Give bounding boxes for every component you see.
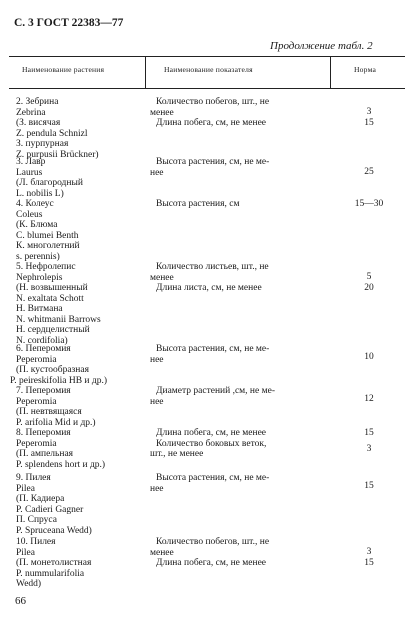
indicator-line: шт., не менее — [150, 449, 204, 459]
indicator-line: Высота растения, см — [156, 199, 240, 209]
indicator-line: Высота растения, см, не ме- — [156, 473, 270, 483]
plant-line: (П. монетолистная — [16, 558, 92, 568]
table-row-plant — [10, 428, 145, 470]
column-header-plant: Наименование растения — [22, 65, 105, 74]
plant-line: (К. Блюма — [16, 220, 58, 230]
plant-line: (П. невтвящаяся — [16, 407, 82, 417]
table-top-rule — [9, 56, 405, 57]
norm-value: 3 — [366, 443, 372, 454]
plant-line: Laurus — [16, 167, 43, 178]
plant-line: 2. Зебрина — [16, 97, 59, 107]
plant-line: N. exaltata Schott — [16, 293, 84, 304]
document-header: С. 3 ГОСТ 22383—77 — [14, 17, 124, 29]
table-row-norm — [340, 547, 398, 568]
table-row-plant — [10, 97, 145, 160]
plant-line: Coleus — [16, 209, 43, 220]
plant-line: (П. ампельная — [16, 449, 74, 459]
plant-line: Z. purpusii Brückner) — [16, 149, 99, 160]
table-row-plant — [10, 473, 145, 536]
indicator-line: Высота растения, см, не ме- — [156, 157, 270, 167]
norm-value: 25 — [364, 167, 374, 177]
plant-line: N. cordifolia) — [16, 335, 68, 346]
plant-line: З. пурпурная — [16, 139, 69, 149]
column-divider — [145, 56, 146, 88]
table-row-norm — [340, 428, 398, 454]
plant-line: (П. кустообразная — [16, 365, 89, 375]
plant-line: P. Spruceana Wedd) — [16, 525, 92, 536]
table-row-norm — [340, 352, 398, 363]
norm-value: 10 — [364, 352, 374, 362]
plant-line: P. splendens hort и др.) — [16, 459, 106, 470]
indicator-line: Длина побега, см, не менее — [156, 118, 267, 128]
norm-value: 20 — [364, 282, 374, 293]
plant-line: Peperomia — [16, 438, 57, 449]
plant-line: Pilea — [16, 547, 35, 558]
table-row-norm — [340, 394, 398, 405]
norm-value: 15 — [364, 428, 374, 438]
indicator-line: Количество боковых веток, — [156, 438, 267, 449]
plant-line: 8. Пеперомия — [16, 428, 71, 438]
plant-line: Wedd) — [16, 579, 42, 589]
plant-line: К. многолетний — [16, 241, 80, 251]
norm-value: 15—30 — [354, 199, 384, 209]
norm-value: 3 — [366, 547, 372, 557]
plant-line: P. Cadieri Gagner — [16, 504, 84, 515]
table-header-rule — [9, 88, 405, 89]
indicator-line: менее — [150, 107, 174, 118]
indicator-line: менее — [150, 272, 174, 283]
plant-line: Nephrolepis — [16, 272, 63, 283]
plant-line: Н. сердцелистный — [16, 325, 90, 335]
plant-line: s. perennis) — [16, 251, 60, 262]
table-row-indicator — [150, 199, 240, 210]
plant-line: C. blumei Benth — [16, 230, 79, 241]
indicator-line: менее — [150, 547, 174, 558]
plant-line: (Л. благородный — [16, 178, 83, 188]
table-row-indicator — [150, 386, 275, 407]
plant-line: Zebrina — [16, 107, 46, 118]
plant-line: 10. Пилея — [16, 537, 56, 547]
plant-line: (Н. возвышенный — [16, 283, 88, 293]
plant-line: (З. висячая — [16, 118, 61, 128]
plant-line: 9. Пилея — [16, 473, 51, 483]
table-row-plant — [10, 262, 145, 346]
plant-line: Peperomia — [16, 396, 57, 407]
norm-value: 15 — [364, 481, 374, 491]
plant-line: 4. Колеус — [16, 199, 54, 209]
table-row-norm — [340, 272, 398, 293]
indicator-line: Количество листьев, шт., не — [156, 262, 269, 272]
plant-line: 5. Нефролепис — [16, 262, 76, 272]
indicator-line: Диаметр растений ,см, не ме- — [156, 386, 276, 396]
table-row-indicator — [150, 97, 269, 129]
indicator-line: Высота растения, см, не ме- — [156, 344, 270, 354]
table-row-indicator — [150, 428, 266, 460]
indicator-line: Количество побегов, шт., не — [156, 97, 270, 107]
indicator-line: Длина листа, см, не менее — [156, 283, 262, 293]
norm-value: 5 — [366, 272, 372, 282]
norm-value: 3 — [366, 107, 372, 117]
plant-line: 7. Пеперомия — [16, 386, 71, 396]
indicator-line: нее — [150, 396, 164, 407]
plant-line: Н. Витмана — [16, 304, 63, 314]
plant-line: Pilea — [16, 483, 35, 494]
table-row-plant — [10, 344, 145, 386]
table-row-indicator — [150, 262, 269, 294]
table-row-plant — [10, 537, 145, 590]
plant-line: N. whitmanii Barrows — [16, 314, 101, 325]
norm-value: 15 — [364, 117, 374, 128]
plant-line: 6. Пеперомия — [16, 344, 71, 354]
table-row-norm — [340, 107, 398, 128]
plant-line: Z. pendula Schnizl — [16, 128, 88, 139]
plant-line: L. nobilis L) — [16, 188, 64, 199]
indicator-line: Длина побега, см, не менее — [156, 558, 267, 568]
table-row-norm — [340, 167, 398, 178]
norm-value: 15 — [364, 557, 374, 568]
plant-line: (П. Кадиера — [16, 494, 65, 504]
plant-line: P. nummularifolia — [16, 568, 85, 579]
table-row-indicator — [150, 537, 269, 569]
table-row-norm — [340, 199, 398, 210]
table-row-plant — [10, 199, 145, 262]
indicator-line: нее — [150, 354, 164, 365]
table-row-norm — [340, 481, 398, 492]
column-divider — [330, 56, 331, 88]
column-header-norm: Норма — [354, 65, 377, 74]
indicator-line: Длина побега, см, не менее — [156, 428, 267, 438]
indicator-line: Количество побегов, шт., не — [156, 537, 270, 547]
plant-line: P. peireskifolia HB и др.) — [10, 375, 107, 386]
plant-line: П. Спруса — [16, 515, 57, 525]
table-row-plant — [10, 386, 145, 428]
table-row-indicator — [150, 344, 269, 365]
plant-line: 3. Лавр — [16, 157, 46, 167]
column-header-indicator: Наименование показателя — [164, 65, 253, 74]
page-number: 66 — [15, 595, 26, 607]
table-row-plant — [10, 157, 145, 199]
indicator-line: нее — [150, 483, 164, 494]
plant-line: P. arifolia Mid и др.) — [16, 417, 96, 428]
table-row-indicator — [150, 157, 269, 178]
norm-value: 12 — [364, 394, 374, 404]
table-continuation-label: Продолжение табл. 2 — [270, 40, 373, 52]
indicator-line: нее — [150, 167, 164, 178]
table-row-indicator — [150, 473, 269, 494]
plant-line: Peperomia — [16, 354, 57, 365]
